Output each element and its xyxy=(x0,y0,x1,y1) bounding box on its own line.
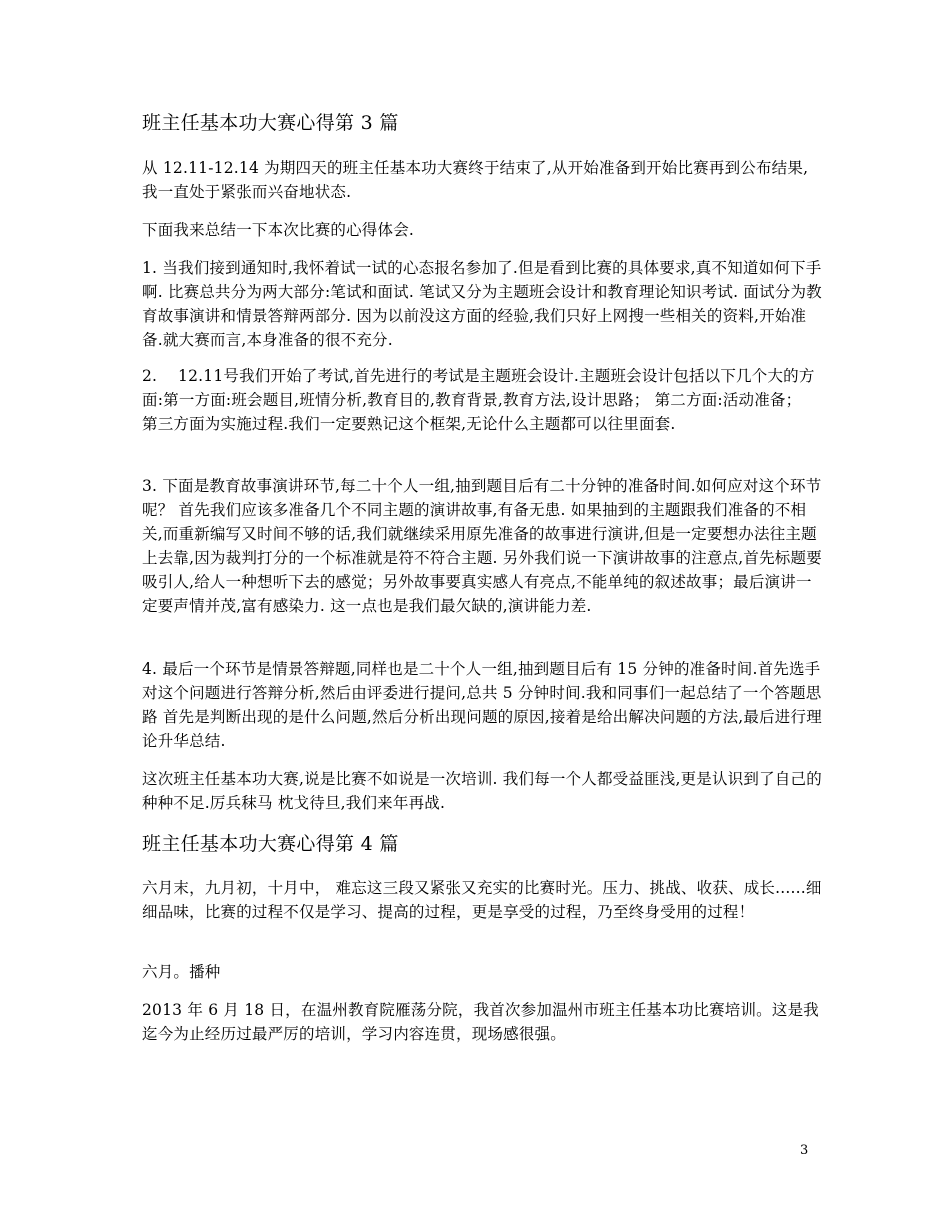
section-4-subheading xyxy=(142,960,822,984)
section-3-paragraph-1 xyxy=(142,156,822,204)
paragraph-text: 4. 最后一个环节是情景答辩题,同样也是二十个人一组,抽到题目后有 15 分钟的准备时间.首先选手对这个问题进行答辩分析,然后由评委进行提问,总共 5 分钟时间.我和同事们一起总结了一个答题思路 首先是判断出现的是什么问题,然后分析出现问题的原因,接着是给出解决问题的方法,最后进行理论升华总结. xyxy=(142,660,822,750)
paragraph-text: 六月。播种 xyxy=(142,963,221,981)
paragraph-text: 下面我来总结一下本次比赛的心得体会. xyxy=(142,221,415,239)
section-3-title: 班主任基本功大赛心得第 3 篇 xyxy=(142,112,399,134)
section-3-paragraph-2 xyxy=(142,218,822,242)
paragraph-text: 从 12.11-12.14 为期四天的班主任基本功大赛终于结束了,从开始准备到开始比赛再到公布结果,我一直处于紧张而兴奋地状态. xyxy=(142,159,809,201)
paragraph-text: 3. 下面是教育故事演讲环节,每二十个人一组,抽到题目后有二十分钟的准备时间.如何应对这个环节呢？ 首先我们应该多准备几个不同主题的演讲故事,有备无患. 如果抽到的主题跟我们准备的不相关,而重新编写又时间不够的话,我们就继续采用原先准备的故事进行演讲,但是一定要想办法往主题上去靠,因为裁判打分的一个标准就是符不符合主题. 另外我们说一下演讲故事的注意点,首先标题要吸引人,给人一种想听下去的感觉；另外故事要真实感人有亮点,不能单纯的叙述故事；最后演讲一定要声情并茂,富有感染力. 这一点也是我们最欠缺的,演讲能力差. xyxy=(142,477,822,615)
section-3-item-3 xyxy=(142,474,822,618)
paragraph-text: 六月末，九月初，十月中， 难忘这三段又紧张又充实的比赛时光。压力、挑战、收获、成长......细细品味，比赛的过程不仅是学习、提高的过程，更是享受的过程，乃至终身受用的过程！ xyxy=(142,879,822,921)
section-3-item-1 xyxy=(142,256,822,352)
section-4-paragraph-1 xyxy=(142,876,822,924)
page-number: 3 xyxy=(800,1143,809,1158)
section-4-title: 班主任基本功大赛心得第 4 篇 xyxy=(142,833,399,855)
section-3-item-4 xyxy=(142,657,822,753)
paragraph-text: 2. 12.11号我们开始了考试,首先进行的考试是主题班会设计.主题班会设计包括以下几个大的方面:第一方面:班会题目,班情分析,教育目的,教育背景,教育方法,设计思路； 第二方面:活动准备； 第三方面为实施过程.我们一定要熟记这个框架,无论什么主题都可以往里面套. xyxy=(142,367,815,433)
paragraph-text: 2013 年 6 月 18 日，在温州教育院雁荡分院，我首次参加温州市班主任基本功比赛培训。这是我迄今为止经历过最严厉的培训，学习内容连贯，现场感很强。 xyxy=(142,1001,819,1043)
section-4-paragraph-2 xyxy=(142,998,822,1046)
section-3-conclusion xyxy=(142,767,822,815)
section-3-item-2 xyxy=(142,364,822,436)
paragraph-text: 这次班主任基本功大赛,说是比赛不如说是一次培训. 我们每一个人都受益匪浅,更是认识到了自己的种种不足.厉兵秣马 枕戈待旦,我们来年再战. xyxy=(142,770,822,812)
paragraph-text: 1. 当我们接到通知时,我怀着试一试的心态报名参加了.但是看到比赛的具体要求,真不知道如何下手啊. 比赛总共分为两大部分:笔试和面试. 笔试又分为主题班会设计和教育理论知识考试. 面试分为教育故事演讲和情景答辩两部分. 因为以前没这方面的经验,我们只好上网搜一些相关的资料,开始准备.就大赛而言,本身准备的很不充分. xyxy=(142,259,822,349)
